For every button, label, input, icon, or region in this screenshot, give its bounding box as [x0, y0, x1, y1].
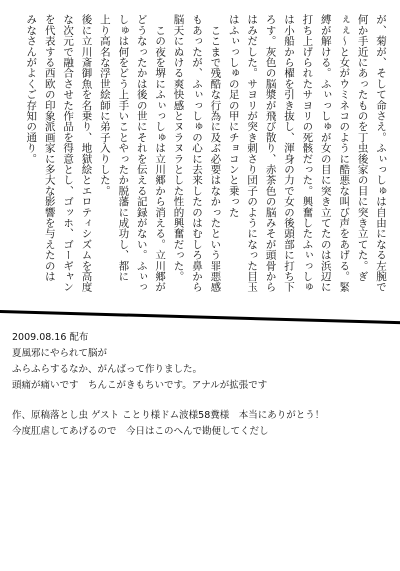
- story-column: ぇぇ～と女がウミネコのように酷悪な叫び声をあげる。緊: [338, 14, 351, 293]
- story-column: 後に立川斎御魚を名乗り、地獄絵とエロティシズムを高度: [80, 14, 93, 293]
- story-column: 打ち上げられたサヨリの死骸だった。興奮したふぃっしゅ: [301, 14, 314, 293]
- story-column: みなさんがよくご存知の通り。: [25, 14, 38, 164]
- afterword-line: 夏風邪にやられて脳が: [12, 348, 108, 359]
- afterword-line: 頭痛が痛いです ちんこがきもちいです。アナルが拡張です: [12, 380, 268, 391]
- story-column: この夜を堺にふぃっしゅは立川郷から消える。立川郷が: [154, 14, 167, 293]
- story-column: な次元で融合させた作品を得意とし、ゴッホ、ゴーギャン: [62, 14, 75, 293]
- story-column: しゅは何をどう上手いことやったか脱藩に成功し、都に: [117, 14, 130, 282]
- story-column: どうなったかは後の世にそれを伝える記録がない。ふぃっ: [135, 14, 148, 293]
- story-column: もあったが、ふぃっしゅの心に去来したのはむしろ鼻から: [190, 14, 203, 293]
- afterword-line: ふらふらするなか、がんばって作りました。: [12, 364, 203, 375]
- story-column: は小船から櫂を引き抜し、渾身の力で女の後頭部に打ち下: [282, 14, 295, 293]
- story-column: 縛が解ける。ふぃっしゅが女の目に突き立てたのは浜辺に: [319, 14, 332, 293]
- story-column: 脳天にぬける爽快感とヌラヌラとした性的興奮だった。: [172, 14, 185, 282]
- story-column: ろす。灰色の脳漿が飛び散り、赤茶色の脳みそが頭骨から: [264, 14, 277, 293]
- afterword: [12, 330, 392, 440]
- credits-line: 作、原稿落とし虫 ゲスト ことり様ドム波様58糞様 本当にありがとう！: [12, 410, 325, 421]
- story-column: はふぃっしゅの足の甲にチョコンと乗った: [227, 14, 240, 218]
- section-divider: [0, 310, 400, 324]
- story-column: 何か手近にあったものを丁虫後家の目に突き立てた。ぎ: [356, 14, 369, 282]
- distribution-date: 2009.08.16 配布: [12, 332, 89, 343]
- story-column: ここまで残酷な行為に及ぶ必要はなかったという罪悪感: [209, 14, 222, 293]
- story-text: [10, 14, 390, 299]
- story-column: 上り高名な浮世絵師に弟子入りした。: [98, 14, 111, 196]
- story-column: が、菊が、そして命さえ。ふぃっしゅは自由になる左腕で: [375, 14, 387, 293]
- story-column: はみだした。サヨリが突き刺さり団子のようになった目玉: [246, 14, 259, 293]
- story-column: を代表する西欧の印象派画家に多大な影響を与えたのは: [43, 14, 56, 282]
- closing-line: 今度肛虐してあげるので 今日はこのへんで勘便してくだし: [12, 426, 269, 437]
- spacer: [12, 394, 392, 408]
